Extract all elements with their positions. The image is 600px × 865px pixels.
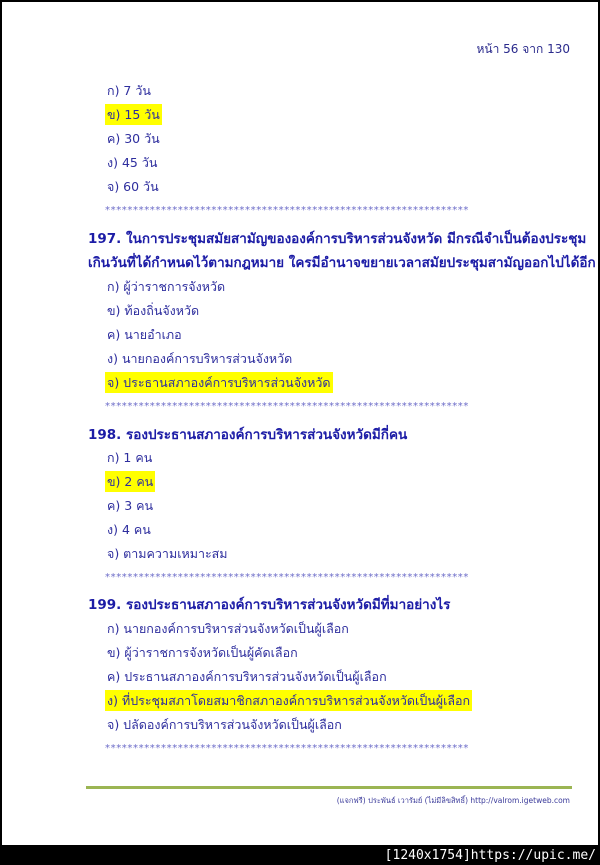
option: ค) ประธานสภาองค์การบริหารส่วนจังหวัดเป็นผู้เลือก <box>107 669 387 684</box>
document-page <box>2 2 598 845</box>
separator: ***************************************************************** <box>105 572 469 583</box>
option: ก) 7 วัน <box>107 83 151 98</box>
option: จ) ปลัดองค์การบริหารส่วนจังหวัดเป็นผู้เลือก <box>107 717 342 732</box>
image-source-label: [1240x1754]https://upic.me/ <box>384 848 596 863</box>
option: ก) นายกองค์การบริหารส่วนจังหวัดเป็นผู้เลือก <box>107 621 349 636</box>
option: ข) ท้องถิ่นจังหวัด <box>107 303 200 318</box>
option-answer: ข) 15 วัน <box>105 103 162 127</box>
footer-credit: (แจกฟรี) ประพันธ์ เวารัมย์ (ไม่มีลิขสิทธิ์) http://valrom.igetweb.com <box>336 796 570 805</box>
option: ข) ผู้ว่าราชการจังหวัดเป็นผู้คัดเลือก <box>107 645 298 660</box>
question-197: 197. ในการประชุมสมัยสามัญขององค์การบริหารส่วนจังหวัด มีกรณีจำเป็นต้องประชุม <box>88 231 587 247</box>
separator: ***************************************************************** <box>105 205 469 216</box>
question-197-cont: เกินวันที่ได้กำหนดไว้ตามกฎหมาย ใครมีอำนาจขยายเวลาสมัยประชุมสามัญออกไปได้อีก <box>88 255 596 271</box>
option-answer: ข) 2 คน <box>105 470 155 494</box>
option: ง) 45 วัน <box>107 155 158 170</box>
option: ง) 4 คน <box>107 522 151 537</box>
separator: ***************************************************************** <box>105 743 469 754</box>
option: จ) ตามความเหมาะสม <box>107 546 228 561</box>
option-answer: จ) ประธานสภาองค์การบริหารส่วนจังหวัด <box>105 371 333 395</box>
separator: ***************************************************************** <box>105 401 469 412</box>
option-answer: ง) ที่ประชุมสภาโดยสมาชิกสภาองค์การบริหารส่วนจังหวัดเป็นผู้เลือก <box>105 689 472 713</box>
page-number: หน้า 56 จาก 130 <box>476 42 570 56</box>
footer-rule <box>86 786 572 789</box>
question-198: 198. รองประธานสภาองค์การบริหารส่วนจังหวัดมีกี่คน <box>88 427 408 443</box>
option: ค) 3 คน <box>107 498 154 513</box>
option: ก) 1 คน <box>107 450 153 465</box>
option: ก) ผู้ว่าราชการจังหวัด <box>107 279 226 294</box>
option: ค) นายอำเภอ <box>107 327 182 342</box>
option: ค) 30 วัน <box>107 131 160 146</box>
option: ง) นายกองค์การบริหารส่วนจังหวัด <box>107 351 293 366</box>
option: จ) 60 วัน <box>107 179 159 194</box>
question-199: 199. รองประธานสภาองค์การบริหารส่วนจังหวัดมีที่มาอย่างไร <box>88 597 451 613</box>
